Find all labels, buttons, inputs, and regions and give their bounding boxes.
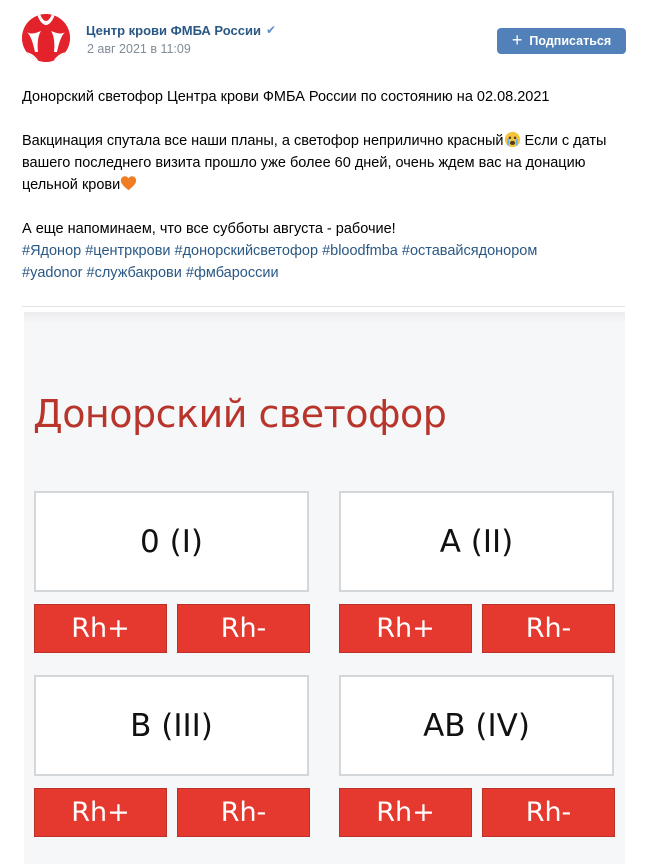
post-line-1: Донорский светофор Центра крови ФМБА России по состоянию на 02.08.2021 — [22, 89, 550, 105]
separator — [22, 306, 625, 307]
hashtag-link[interactable]: #службакрови — [86, 265, 182, 281]
hashtag-link[interactable]: #yadonor — [22, 265, 83, 281]
hashtags — [22, 240, 632, 284]
blood-group-b: B (III) — [34, 675, 309, 776]
post-paragraph-3: А еще напоминаем, что все субботы августа - рабочие! — [22, 221, 396, 237]
rh-minus-status: Rh- — [177, 788, 310, 837]
subscribe-button[interactable]: + Подписаться — [497, 28, 626, 54]
rh-minus-status: Rh- — [177, 604, 310, 653]
crying-face-emoji-icon — [504, 131, 521, 148]
post-text — [22, 86, 632, 284]
attached-image[interactable] — [24, 312, 625, 864]
image-title: Донорский светофор — [33, 392, 447, 436]
hashtag-link[interactable]: #оставайсядонором — [401, 243, 538, 259]
blood-group-ab: AB (IV) — [339, 675, 614, 776]
rh-plus-status: Rh+ — [339, 788, 472, 837]
post-date[interactable]: 2 авг 2021 в 11:09 — [87, 42, 191, 56]
verified-checkmark-icon: ✔ — [265, 23, 277, 37]
hashtag-link[interactable]: #Ядонор — [22, 243, 82, 259]
hashtag-link[interactable]: #центркрови — [85, 243, 171, 259]
blood-group-0: 0 (I) — [34, 491, 309, 592]
rh-plus-status: Rh+ — [34, 788, 167, 837]
blood-group-a: A (II) — [339, 491, 614, 592]
rh-plus-status: Rh+ — [339, 604, 472, 653]
author-name[interactable]: Центр крови ФМБА России ✔ — [86, 23, 277, 38]
rh-minus-status: Rh- — [482, 604, 615, 653]
rh-minus-status: Rh- — [482, 788, 615, 837]
fmba-logo-icon — [22, 14, 70, 62]
post-paragraph-2: Вакцинация спутала все наши планы, а светофор неприлично красный Если с даты вашего последнего визита прошло уже более 60 дней, очень ждем вас на донацию цельной крови — [22, 133, 607, 193]
hashtag-link[interactable]: #bloodfmba — [322, 243, 398, 259]
hashtag-link[interactable]: #донорскийсветофор — [174, 243, 319, 259]
post-header — [0, 0, 650, 70]
rh-plus-status: Rh+ — [34, 604, 167, 653]
hashtag-link[interactable]: #фмбароссии — [185, 265, 279, 281]
plus-icon: + — [511, 30, 523, 50]
avatar[interactable] — [22, 14, 70, 62]
orange-heart-emoji-icon — [120, 175, 137, 192]
